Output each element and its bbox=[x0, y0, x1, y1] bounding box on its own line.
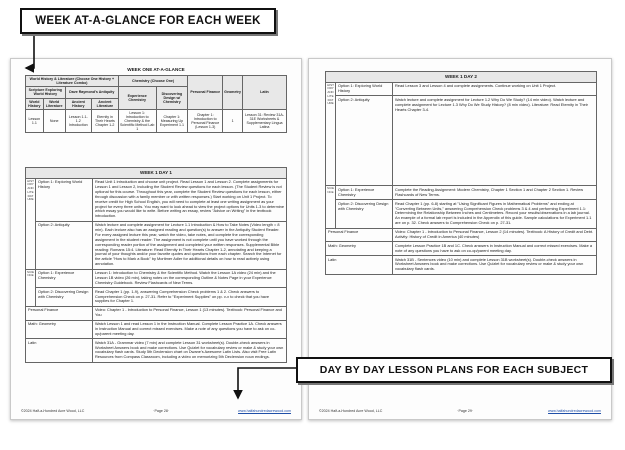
lesson-subject: Option 2: Antiquity bbox=[36, 221, 93, 269]
footer-page-number: ·Page 28· bbox=[153, 409, 170, 413]
lesson-subject: Option 1: Exploring World History bbox=[36, 178, 93, 221]
lesson-text: Watch 31A - Grammar video (7 min) and complete Lesson 31 worksheet(s). Double-check answers in Worksheet Answers book and make corrections. Use Quizlet for vocabulary review or make & study your own vocabulary flash cards. Study 5th Declension chart on Dwane's Awesome Latin Lists. Also visit Free Latin Resources from Compass Classroom, including a video on memorizing 5th Declension noun endings. bbox=[93, 339, 287, 363]
glance-header-finance: Personal Finance bbox=[188, 76, 223, 110]
glance-header-antiquity: Dave Raymond's Antiquity bbox=[65, 87, 118, 98]
day2-title: WEEK 1 DAY 2 bbox=[326, 72, 597, 83]
glance-title: WEEK ONE AT-A-GLANCE bbox=[127, 67, 185, 72]
glance-cell: Chapter 1: Measuring Up Experiment 1.1 bbox=[156, 109, 188, 133]
day1-table bbox=[25, 167, 287, 363]
left-footer bbox=[21, 409, 291, 413]
glance-cell: Lesson 1.1-1.2 Introduction bbox=[65, 109, 91, 133]
lesson-text: Read Chapter 1 (pp. 1-9), answering Comprehension Check problems 1 & 2. Check answers to Comprehension Check on p. 27-31. Refer to "Experiment Supplies" on pp. v-x to check that you have supplies for Chapter 1. bbox=[93, 288, 287, 307]
lesson-row bbox=[326, 186, 597, 200]
glance-group-chemistry: Chemistry (Choose One) bbox=[118, 76, 187, 87]
callout-day-by-day: DAY BY DAY LESSON PLANS FOR EACH SUBJECT bbox=[296, 357, 612, 383]
lesson-subject: Option 2: Discovering Design with Chemistry bbox=[36, 288, 93, 307]
right-footer bbox=[319, 409, 601, 413]
glance-sub-ancient-history: Ancient History bbox=[65, 98, 91, 109]
lesson-subject: Math: Geometry bbox=[326, 242, 393, 256]
lesson-row bbox=[326, 200, 597, 228]
callout-week-at-a-glance: WEEK AT-A-GLANCE FOR EACH WEEK bbox=[20, 8, 276, 34]
lesson-row bbox=[26, 288, 287, 307]
glance-header-scripture: Scripture Exploring World History bbox=[26, 87, 66, 98]
glance-sub-world-lit: World Literature bbox=[43, 98, 65, 109]
lesson-text: Complete Lesson Practice 1B and 1C. Check answers in Instruction Manual and correct missed exercises. Make a note of any questions you have to ask on co-op/parent meeting day. bbox=[393, 242, 597, 256]
week-at-a-glance-table bbox=[25, 75, 287, 133]
lesson-subject: Latin bbox=[326, 256, 393, 275]
lesson-row bbox=[326, 82, 597, 96]
footer-website-link[interactable]: www.halfahundredacrewood.com bbox=[548, 409, 601, 413]
lesson-text: Complete the Reading Assignment: Modern Chemistry, Chapter 1 Section 1 and Chapter 2 Section 1. Review Flashcards of New Terms. bbox=[393, 186, 597, 200]
glance-group-history: World History & Literature (Choose One History + Literature Combo) bbox=[26, 76, 119, 87]
lesson-subject: Option 1: Exploring World History bbox=[336, 82, 393, 96]
lesson-text: Video: Chapter 1 - Introduction to Personal Finance, Lesson 1 (13 minutes). Textbook: Personal Finance and You bbox=[93, 306, 287, 320]
glance-cell: 1 bbox=[223, 109, 243, 133]
lesson-text: Watch lecture and complete assignment for Lecture 1.2 Why Do We Study? (14 min video). Watch lecture and complete assignment for Lecture 1.3 Why Do We Study History? (8 min video). Literature: Read Eternity in Their Hearts Chapter 3-4. bbox=[393, 96, 597, 186]
lesson-row bbox=[26, 339, 287, 363]
glance-header-dd-chem: Discovering Design w/ Chemistry bbox=[156, 87, 188, 110]
glance-cell: Lesson 1: Introduction to Chemistry & the Scientific Method Lab 1 bbox=[120, 110, 155, 132]
section-label-science: SCIENCE bbox=[26, 269, 36, 306]
lesson-row bbox=[326, 228, 597, 242]
lesson-subject: Option 2: Discovering Design with Chemistry bbox=[336, 200, 393, 228]
section-label-history: HISTORY AND LITERATURE bbox=[326, 82, 336, 186]
lesson-subject: Option 2: Antiquity bbox=[336, 96, 393, 186]
lesson-row bbox=[26, 221, 287, 269]
lesson-subject: Latin bbox=[26, 339, 93, 363]
footer-website-link[interactable]: www.halfahundredacrewood.com bbox=[238, 409, 291, 413]
lesson-subject: Option 1: Experience Chemistry bbox=[336, 186, 393, 200]
lesson-row bbox=[326, 256, 597, 275]
lesson-subject: Personal Finance bbox=[26, 306, 93, 320]
day1-title: WEEK 1 DAY 1 bbox=[26, 168, 287, 179]
glance-sub-ancient-lit: Ancient Literature bbox=[91, 98, 118, 109]
lesson-subject: Personal Finance bbox=[326, 228, 393, 242]
lesson-text: Read Chapter 1 (pp. 6-8) starting at "Using Significant Figures in Mathematical Problems" and ending at "Converting Between Units," answering Comprehension Check problems 3 & 4 and performing Experiment 1.1: Determining the Relationship Between Inches and Centimeters. Record your results/observations in a lab journal. An example of a formal lab report is included in the Appendix of this guide. Sample calculations for Experiment 1.1 are on p. 32. Check answers to Comprehension Check on p. 27-31. bbox=[393, 200, 597, 228]
glance-header-geometry: Geometry bbox=[223, 76, 243, 110]
lesson-text: Watch 31B - Sentences video (10 min) and complete Lesson 31B worksheet(s). Double-check answers in Worksheet Answers book and make corrections. Use Quizlet for vocabulary review or make & study your own vocabulary flash cards. bbox=[393, 256, 597, 275]
lesson-text: Read Unit 1 introduction and choose unit project. Read Lesson 1 and Lesson 2. Complete assignments for Lesson 1 and Lesson 2, including the Student Review questions for each lesson. (The Student Review is not optional for this course. Throughout this year, complete the Student Review questions for each lesson, either through discussion with a family member or with written responses.) Start working on Unit 1 Project. To receive credit for High School English, you will need to complete at least one writing assignment as your project for every three units. You may want to look ahead to view the project options for Units 1-3 to determine which essay you would like to write. Before writing an essay, review "Advice on Writing" in the textbook introduction. bbox=[93, 178, 287, 221]
lesson-row bbox=[26, 306, 287, 320]
day2-table bbox=[325, 71, 597, 275]
glance-row bbox=[26, 109, 287, 133]
lesson-row bbox=[326, 96, 597, 186]
glance-header-latin: Latin bbox=[242, 76, 286, 110]
lesson-row bbox=[26, 178, 287, 221]
glance-cell: Chapter 1: Introduction to Personal Finance (Lesson 1-3) bbox=[188, 109, 223, 133]
glance-cell: Lesson 1.1 bbox=[26, 109, 44, 133]
glance-cell: None bbox=[43, 109, 65, 133]
lesson-text: Lesson 1: Introduction to Chemistry & the Scientific Method. Watch the Lesson 1A video (24 min) and the Lesson 1B video (26 min), taking notes on the corresponding Outline & Notes Page in your Experience Chemistry Guidebook. Review Flashcards of New Terms. bbox=[93, 269, 287, 288]
glance-sub-world-history: World History bbox=[26, 98, 44, 109]
footer-page-number: ·Page 29· bbox=[457, 409, 474, 413]
lesson-row bbox=[26, 320, 287, 339]
lesson-text: Read Lesson 3 and Lesson 4 and complete assignments. Continue working on Unit 1 Project. bbox=[393, 82, 597, 96]
lesson-row bbox=[326, 242, 597, 256]
glance-header-exp-chem: Experience Chemistry bbox=[118, 87, 156, 110]
section-label-history: HISTORY AND LITERATURE bbox=[26, 178, 36, 269]
glance-cell: Eternity in Their Hearts Chapter 1-2 bbox=[91, 109, 118, 133]
lesson-text: Watch lecture and complete assignment for Lecture 1.1 Introduction & How to Take Notes (Video length = 8 min). Each lecture also has an assigned reading and question(s) to answer in the Antiquity Student Reader. For every assigned lecture this year, watch the video, take notes, and complete the corresponding assignment in the student reader. The assignment is not complete until you have worked through the corresponding reader portion of the assignment and completed your written responses. Supplemental Bible reading: Romans 15:4. Literature: Read Eternity in Their Hearts Chapter 1-2, annotating and keeping a journal of your thoughts and/or your favorite quotes and questions from each chapter. Search the Internet for the article "How to Mark a Book" by Mortimer Adler for additional details on how to read actively using annotation. bbox=[93, 221, 287, 269]
footer-copyright: ©2024 Half-a-Hundred Acre Wood, LLC bbox=[21, 409, 85, 413]
lesson-text: Watch Lesson 1 and read Lesson 1 in the Instruction Manual. Complete Lesson Practice 1A. Check answers in Instruction Manual and correct missed exercises. Make a note of any questions you have to ask on co-op/parent meeting day. bbox=[93, 320, 287, 339]
lesson-row bbox=[26, 269, 287, 288]
glance-cell: Lesson 31: Review 31A-31E Worksheets & Supplementary Lingua Latina bbox=[242, 109, 286, 133]
lesson-subject: Option 1: Experience Chemistry bbox=[36, 269, 93, 288]
lesson-text: Video: Chapter 1 - Introduction to Personal Finance, Lesson 2 (14 minutes). Textbook: A History of Credit and Debt. Activity: History of Credit in America (40 minutes) bbox=[393, 228, 597, 242]
lesson-subject: Math: Geometry bbox=[26, 320, 93, 339]
footer-copyright: ©2024 Half-a-Hundred Acre Wood, LLC bbox=[319, 409, 383, 413]
section-label-science: SCIENCE bbox=[326, 186, 336, 228]
left-page bbox=[10, 58, 302, 420]
